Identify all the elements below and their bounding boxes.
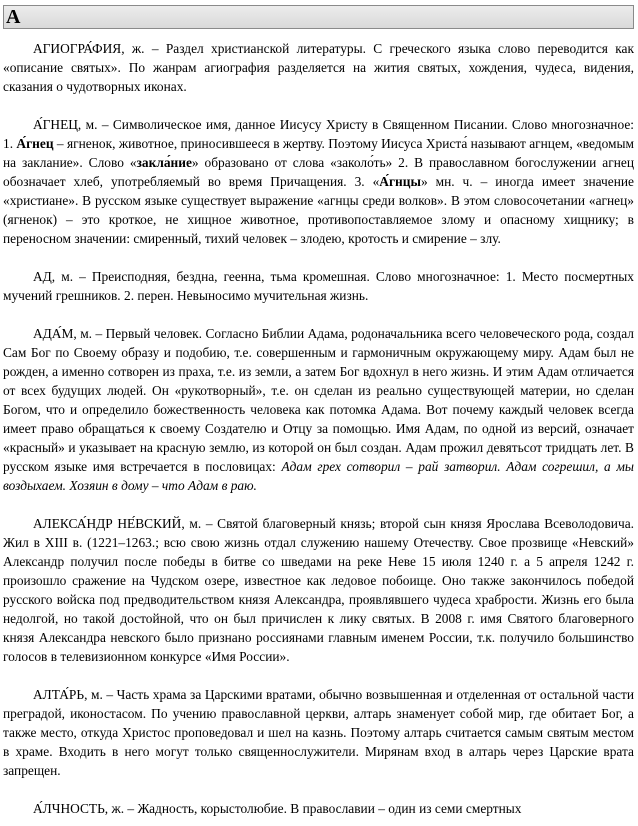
entry-adam <box>3 324 634 495</box>
entry-ad: АД, м. – Преисподняя, бездна, геенна, тьма кромешная. Слово многозначное: 1. Место посмертных мучений грешников. 2. перен. Невыносимо мучительная жизнь. <box>3 269 634 303</box>
entry-text-part: АДА́М, м. – Первый человек. Согласно Библии Адама, родоначальника всего человеческого рода, создал Сам Бог по Своему образу и подобию, т.е. совершенным и гармоничным окружающему миру. Адам был не рожден, а именно сотворен из праха, т.е. из земли, а затем Бог вдохнул в него жизнь. И этим Адам отличается от всех будущих людей. Он «рукотворный», т.е. он сделан из реально существующей материи, но сделан Богом, что и определило божественность человека как потомка Адама. Вот почему каждый человек всегда имеет право обращаться к своему Создателю и Отцу за помощью. Имя Адам, по одной из версий, означает «красный» и указывает на красную землю, из которой он был создан. Адам прожил девятьсот тридцать лет. В русском языке имя встречается в пословицах: <box>3 326 634 474</box>
entry-agnets <box>3 115 634 248</box>
entry-text-part: » мн. ч. – иногда имеет значение «христиане». В русском языке существует выражение «агнцы среди волков». В этом словосочетании «агнец» (ягненок) – это кроткое, не хищное животное, противопоставляемое злому и опасному хищнику; в переносном значении: смиренный, тихий человек – злодею, кротость и смирение – злу. <box>3 174 635 246</box>
entry-text-part: А́ГНЕЦ, м. – Символическое имя, данное Иисусу Христу в Священном Писании. Слово многозначное: 1. <box>3 117 634 151</box>
entry-proverbs: Адам грех сотворил – рай затворил. Адам согрешил, а мы воздыхаем. Хозяин в дому – что Адам в раю. <box>3 459 635 493</box>
entry-agiografiya: АГИОГРА́ФИЯ, ж. – Раздел христианской литературы. С греческого языка слово переводится как «описание святых». По жанрам агиография разделяется на жития святых, хождения, чудеса, видения, сказания о чудотворных иконах. <box>3 41 634 94</box>
entry-bold-term: закла́ние <box>136 155 192 170</box>
entry-alchnost: А́ЛЧНОСТЬ, ж. – Жадность, корыстолюбие. В православии – один из семи смертных <box>33 801 522 816</box>
entry-aleksandr-nevsky: АЛЕКСА́НДР НЕ́ВСКИЙ, м. – Святой благоверный князь; второй сын князя Ярослава Всеволодовича. Жил в XIII в. (1221–1263.; всю свою жизнь отдал служению нашему Отечеству. Свое прозвище «Невский» Александр получил после победы в битве со шведами на реке Неве 15 июля 1240 г. а 5 апреля 1242 г. произошло сражение на Чудском озере, известное как ледовое побоище. Оно также закончилось победой русского войска под предводительством князя Александра, проявлявшего чудеса храбрости. Жизнь его была недолгой, но такой достойной, что он был причислен к лику святых. В 2008 г. имя Святого благоверного князя Александра невского было признано россиянами главным именем России, т.к. получило большинство голосов в телевизионном конкурсе «Имя России». <box>3 516 634 664</box>
entry-bold-term: А́гнец <box>16 136 54 151</box>
section-letter-header: А <box>3 5 634 29</box>
entry-bold-term: А́гнцы <box>379 174 421 189</box>
entry-altar: АЛТА́РЬ, м. – Часть храма за Царскими вратами, обычно возвышенная и отделенная от остальной части преградой, иконостасом. По учению православной церкви, алтарь знаменует собой мир, где обитает Бог, а также место, откуда Христос проповедовал и шел на казнь. Поэтому алтарь считается самым святым местом в храме. Входить в него могут только священнослужители. Мирянам вход в алтарь через Царские врата запрещен. <box>3 687 634 778</box>
entry-text-part: » образовано от слова «заколо́ть» 2. В православном богослужении агнец обозначает хлеб, употребляемый во время Причащения. 3. « <box>3 155 634 189</box>
entries-list <box>3 39 634 826</box>
entry-text-part: – ягненок, животное, приносившееся в жертву. Поэтому Иисуса Христа́ называют агнцем, «ведомым на заклание». Слово « <box>3 136 634 170</box>
